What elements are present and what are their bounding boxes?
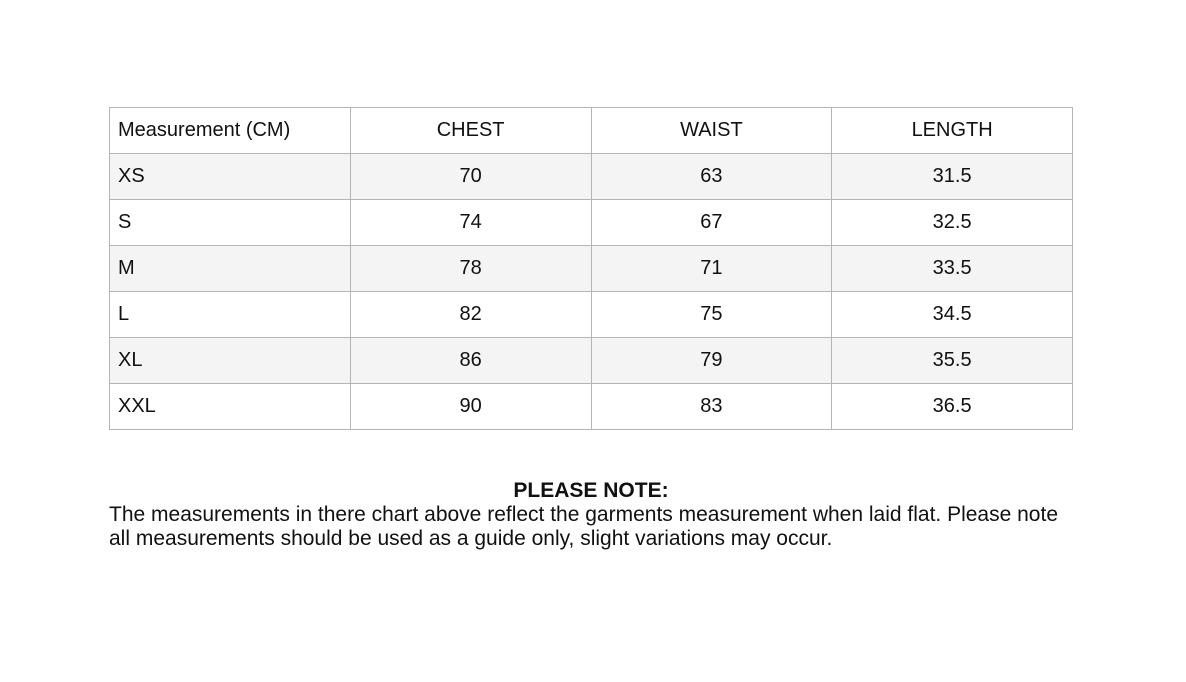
size-cell: S bbox=[110, 200, 351, 246]
header-measurement: Measurement (CM) bbox=[110, 108, 351, 154]
size-cell: L bbox=[110, 292, 351, 338]
table-header bbox=[110, 108, 1073, 154]
size-cell: XXL bbox=[110, 384, 351, 430]
waist-cell: 63 bbox=[591, 154, 832, 200]
length-cell: 33.5 bbox=[832, 246, 1073, 292]
table-row bbox=[110, 246, 1073, 292]
waist-cell: 71 bbox=[591, 246, 832, 292]
length-cell: 36.5 bbox=[832, 384, 1073, 430]
note-body: The measurements in there chart above reflect the garments measurement when laid flat. Please note all measurements should be used as a guide only, slight variations may occur. bbox=[109, 503, 1058, 550]
length-cell: 35.5 bbox=[832, 338, 1073, 384]
chest-cell: 70 bbox=[350, 154, 591, 200]
size-cell: XL bbox=[110, 338, 351, 384]
waist-cell: 83 bbox=[591, 384, 832, 430]
header-length: LENGTH bbox=[832, 108, 1073, 154]
note-title: PLEASE NOTE: bbox=[513, 479, 669, 502]
length-cell: 32.5 bbox=[832, 200, 1073, 246]
table-row bbox=[110, 292, 1073, 338]
table-row bbox=[110, 338, 1073, 384]
chest-cell: 82 bbox=[350, 292, 591, 338]
length-cell: 34.5 bbox=[832, 292, 1073, 338]
header-waist: WAIST bbox=[591, 108, 832, 154]
length-cell: 31.5 bbox=[832, 154, 1073, 200]
chest-cell: 90 bbox=[350, 384, 591, 430]
table-row bbox=[110, 384, 1073, 430]
waist-cell: 79 bbox=[591, 338, 832, 384]
waist-cell: 75 bbox=[591, 292, 832, 338]
table-row bbox=[110, 200, 1073, 246]
table-body bbox=[110, 154, 1073, 430]
header-chest: CHEST bbox=[350, 108, 591, 154]
waist-cell: 67 bbox=[591, 200, 832, 246]
chest-cell: 86 bbox=[350, 338, 591, 384]
size-chart-table bbox=[109, 107, 1073, 430]
chest-cell: 74 bbox=[350, 200, 591, 246]
header-row bbox=[110, 108, 1073, 154]
size-cell: M bbox=[110, 246, 351, 292]
table-row bbox=[110, 154, 1073, 200]
chest-cell: 78 bbox=[350, 246, 591, 292]
size-cell: XS bbox=[110, 154, 351, 200]
measurement-note bbox=[109, 479, 1073, 551]
